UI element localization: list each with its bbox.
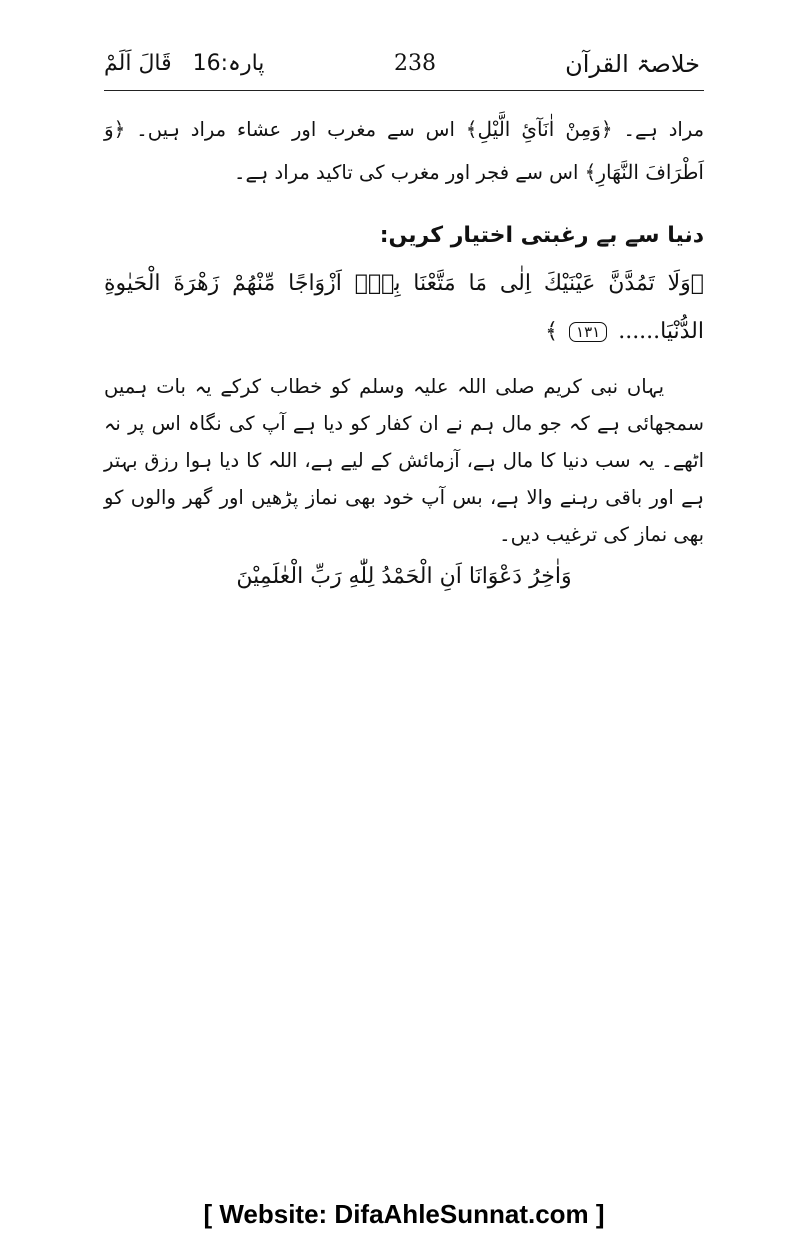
page-number: 238 — [394, 51, 436, 76]
quran-ayah — [104, 260, 704, 356]
quran-quote: ﴿وَمِنْ اٰنَآئِ الَّيْلِ﴾ — [465, 117, 613, 141]
tafsir-paragraph — [104, 108, 704, 194]
ayah-close-bracket: ﴾ — [545, 319, 559, 344]
quran-quote: النَّهَارِ﴾ — [584, 160, 639, 184]
para-name: قَالَ اَلَمْ — [104, 51, 172, 76]
closing-dua: وَاٰخِرُ دَعْوَانَا اَنِ الْحَمْدُ لِلّٰهِ رَبِّ الْعٰلَمِيْنَ — [236, 564, 572, 589]
section-heading: دنیا سے بے رغبتی اختیار کریں: — [379, 223, 704, 248]
website-footer: [ Website: DifaAhleSunnat.com ] — [203, 1199, 605, 1229]
para-info — [104, 44, 264, 84]
tafsir-text: اس سے مغرب اور عشاء مراد ہیں۔ — [136, 118, 455, 141]
explanation-paragraph: یہاں نبی کریم صلی اللہ علیہ وسلم کو خطاب کرکے یہ بات ہمیں سمجھائی ہے کہ جو مال ہم نے ان کفار کو دیا ہے آپ کی نگاہ اس پر نہ اٹھے۔ یہ سب دنیا کا مال ہے، آزمائش کے لیے ہے، اللہ کا دیا ہوا رزق بہتر ہے اور باقی رہنے والا ہے، بس آپ خود بھی نماز پڑھیں اور گھر والوں کو بھی نماز کی ترغیب دیں۔ — [104, 375, 704, 546]
page-header — [104, 44, 704, 94]
tafsir-text: اس سے فجر اور مغرب کی تاکید مراد ہے۔ — [234, 161, 579, 184]
quran-quote: ﴿وَ اَطْرَافَ — [104, 117, 704, 184]
ayah-text: ﴿وَلَا تَمُدَّنَّ عَيْنَيْكَ اِلٰى مَا مَتَّعْنَا بِهٖٓ اَزْوَاجًا مِّنْهُمْ زَهْرَةَ الْحَيٰوةِ الدُّنْيَا...... — [104, 271, 704, 344]
book-title: خلاصۃ القرآن — [565, 50, 700, 78]
para-label: پارہ:16 — [192, 51, 265, 76]
page-content — [104, 108, 704, 597]
tafsir-text: مراد ہے۔ — [623, 118, 705, 141]
ayah-number-badge: ١٣١ — [569, 322, 607, 342]
header-divider — [104, 90, 704, 91]
